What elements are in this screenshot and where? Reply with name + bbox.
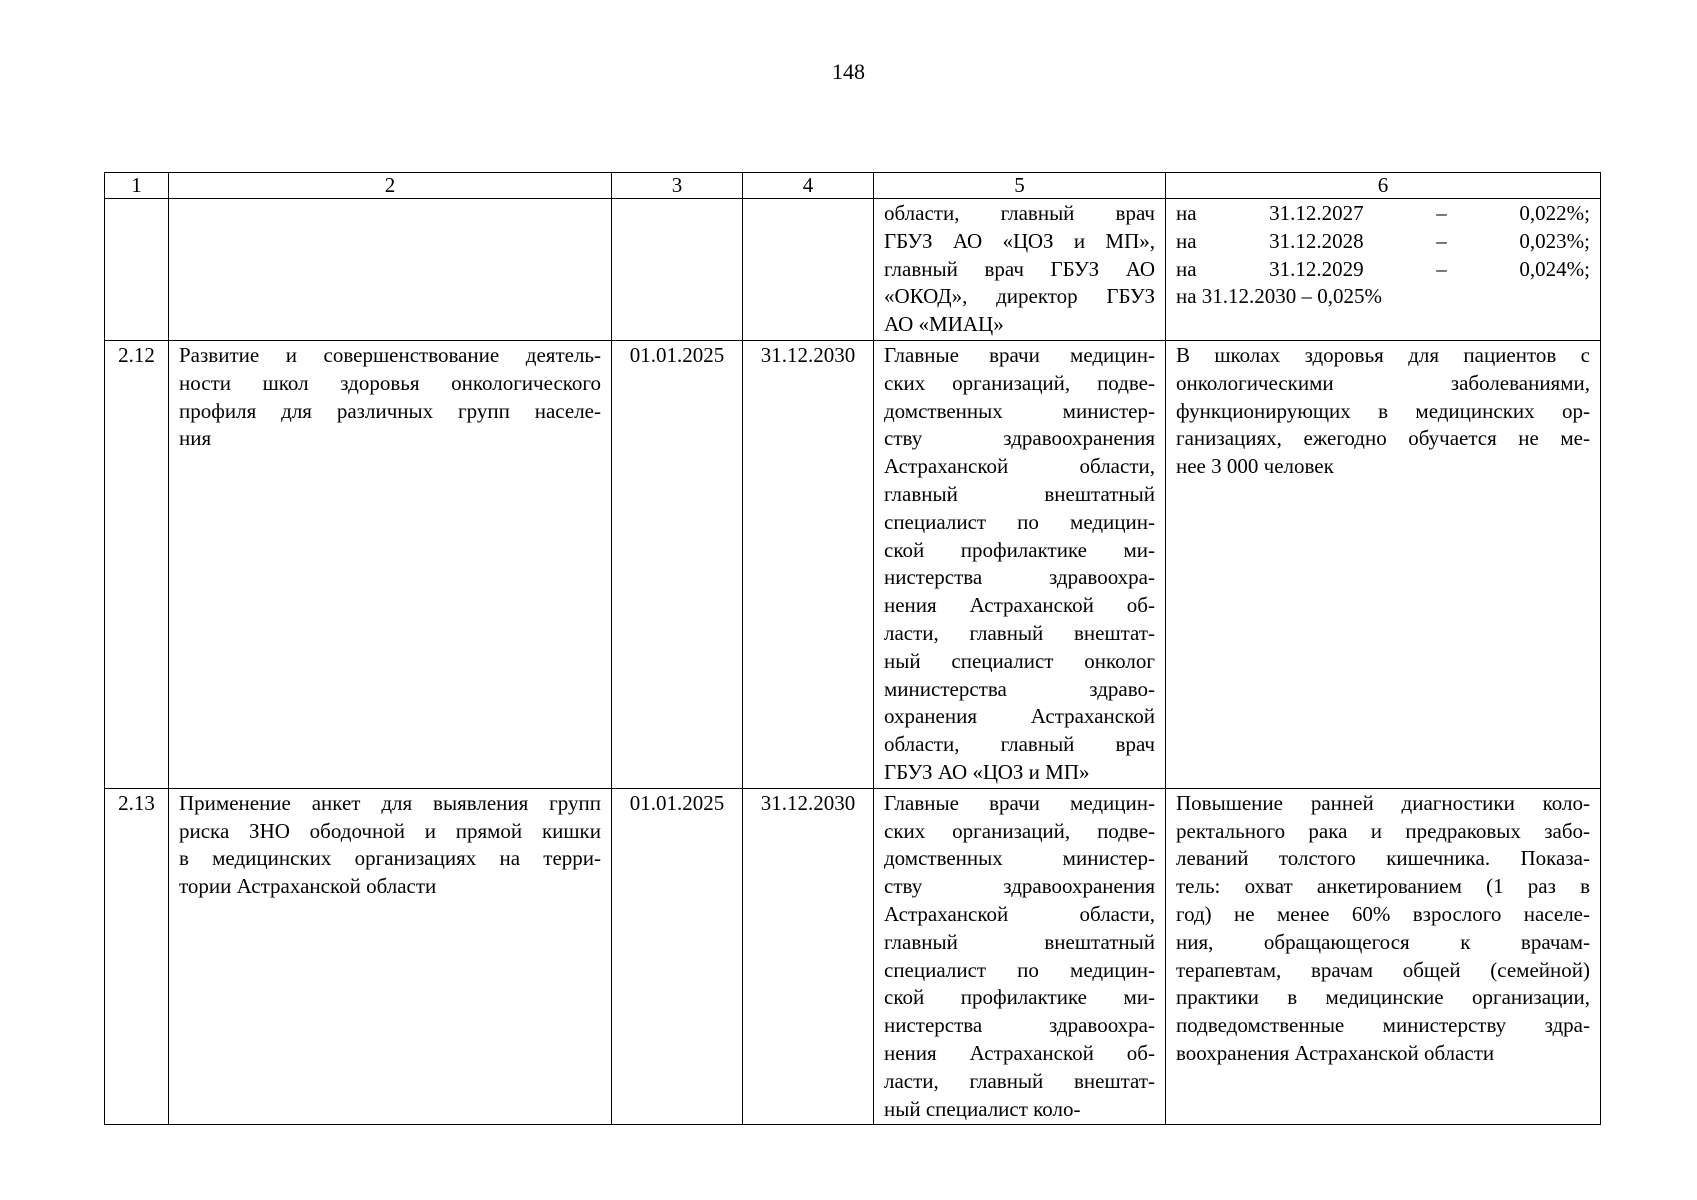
page-number: 148	[832, 59, 865, 84]
activity-cell	[169, 788, 612, 1125]
header-cell-2: 2	[169, 173, 612, 199]
responsible-text-line: Астраханской области,	[884, 901, 1155, 926]
responsible-text-line: главный врач ГБУЗ АО	[884, 256, 1155, 281]
responsible-text-line: «ОКОД», директор ГБУЗ	[884, 284, 1155, 309]
activity-text-line: риска ЗНО ободочной и прямой кишки	[179, 818, 601, 843]
responsible-text-line: Астраханской области,	[884, 454, 1155, 479]
header-cell-1: 1	[105, 173, 169, 199]
result-text-line: подведомственные министерству здра-	[1176, 1013, 1590, 1038]
result-text-line: воохранения Астраханской области	[1176, 1040, 1495, 1065]
end-date-cell: 31.12.2030	[743, 788, 874, 1125]
activity-text-line: профиля для различных групп населе-	[179, 398, 601, 423]
header-cell-6: 6	[1166, 173, 1601, 199]
result-text-line: на 31.12.2028 – 0,023%;	[1176, 228, 1590, 253]
responsible-text-line: министерства здраво-	[884, 676, 1155, 701]
responsible-text-line: специалист по медицин-	[884, 957, 1155, 982]
responsible-text-line: области, главный врач	[884, 732, 1155, 757]
responsible-text-line: ласти, главный внештат-	[884, 1068, 1155, 1093]
activity-cell	[169, 199, 612, 341]
table-row	[105, 340, 1601, 788]
start-date-cell: 01.01.2025	[612, 788, 743, 1125]
result-text-line: год) не менее 60% взрослого населе-	[1176, 901, 1590, 926]
responsible-text-line: ских организаций, подве-	[884, 818, 1155, 843]
table-header-row	[105, 173, 1601, 199]
header-cell-3: 3	[612, 173, 743, 199]
responsible-cell	[874, 199, 1166, 341]
responsible-text-line: специалист по медицин-	[884, 509, 1155, 534]
result-text-line: терапевтам, врачам общей (семейной)	[1176, 957, 1590, 982]
result-cell	[1166, 788, 1601, 1125]
result-cell	[1166, 340, 1601, 788]
row-number-cell: 2.12	[105, 340, 169, 788]
result-text-line: функционирующих в медицинских ор-	[1176, 398, 1590, 423]
activity-text-line: Применение анкет для выявления групп	[179, 790, 601, 815]
result-text-line: Повышение ранней диагностики коло-	[1176, 790, 1590, 815]
responsible-text-line: ству здравоохранения	[884, 874, 1155, 899]
activity-cell	[169, 340, 612, 788]
responsible-text-line: домственных министер-	[884, 398, 1155, 423]
result-text-line: ганизациях, ежегодно обучается не ме-	[1176, 426, 1590, 451]
row-number-cell: 2.13	[105, 788, 169, 1125]
responsible-text-line: нистерства здравоохра-	[884, 1013, 1155, 1038]
start-date-cell: 01.01.2025	[612, 340, 743, 788]
result-text-line: на 31.12.2027 – 0,022%;	[1176, 201, 1590, 225]
end-date-cell: 31.12.2030	[743, 340, 874, 788]
table-row	[105, 199, 1601, 341]
activity-text-line: Развитие и совершенствование деятель-	[179, 342, 601, 367]
responsible-text-line: ской профилактике ми-	[884, 985, 1155, 1010]
measures-table	[104, 172, 1601, 1125]
result-text-line: ния, обращающегося к врачам-	[1176, 929, 1590, 954]
result-text-line: на 31.12.2030 – 0,025%	[1176, 284, 1383, 309]
result-text-line: практики в медицинские организации,	[1176, 985, 1590, 1010]
responsible-text-line: ГБУЗ АО «ЦОЗ и МП»,	[884, 228, 1155, 253]
responsible-text-line: ских организаций, подве-	[884, 370, 1155, 395]
result-cell	[1166, 199, 1601, 341]
result-text-line: тель: охват анкетированием (1 раз в	[1176, 874, 1590, 899]
activity-text-line: ности школ здоровья онкологического	[179, 370, 601, 395]
responsible-text-line: ской профилактике ми-	[884, 537, 1155, 562]
responsible-text-line: нения Астраханской об-	[884, 593, 1155, 618]
responsible-cell	[874, 788, 1166, 1125]
responsible-text-line: АО «МИАЦ»	[884, 312, 1004, 337]
responsible-cell	[874, 340, 1166, 788]
responsible-text-line: ласти, главный внештат-	[884, 620, 1155, 645]
responsible-text-line: ный специалист коло-	[884, 1096, 1081, 1121]
responsible-text-line: главный внештатный	[884, 929, 1155, 954]
result-text-line: леваний толстого кишечника. Показа-	[1176, 846, 1590, 871]
header-cell-4: 4	[743, 173, 874, 199]
responsible-text-line: ный специалист онколог	[884, 648, 1155, 673]
responsible-text-line: домственных министер-	[884, 846, 1155, 871]
responsible-text-line: охранения Астраханской	[884, 704, 1155, 729]
responsible-text-line: Главные врачи медицин-	[884, 790, 1155, 815]
result-text-line: нее 3 000 человек	[1176, 454, 1334, 479]
end-date-cell	[743, 199, 874, 341]
table-row	[105, 788, 1601, 1125]
responsible-text-line: нистерства здравоохра-	[884, 565, 1155, 590]
responsible-text-line: главный внештатный	[884, 481, 1155, 506]
row-number-cell	[105, 199, 169, 341]
result-text-line: В школах здоровья для пациентов с	[1176, 342, 1590, 367]
result-text-line: онкологическими заболеваниями,	[1176, 370, 1590, 395]
header-cell-5: 5	[874, 173, 1166, 199]
activity-text-line: в медицинских организациях на терри-	[179, 846, 601, 871]
result-text-line: ректального рака и предраковых забо-	[1176, 818, 1590, 843]
responsible-text-line: ству здравоохранения	[884, 426, 1155, 451]
activity-text-line: тории Астраханской области	[179, 874, 437, 899]
responsible-text-line: нения Астраханской об-	[884, 1040, 1155, 1065]
result-text-line: на 31.12.2029 – 0,024%;	[1176, 256, 1590, 281]
activity-text-line: ния	[179, 426, 212, 451]
responsible-text-line: ГБУЗ АО «ЦОЗ и МП»	[884, 759, 1090, 784]
responsible-text-line: Главные врачи медицин-	[884, 342, 1155, 367]
start-date-cell	[612, 199, 743, 341]
responsible-text-line: области, главный врач	[884, 201, 1155, 225]
